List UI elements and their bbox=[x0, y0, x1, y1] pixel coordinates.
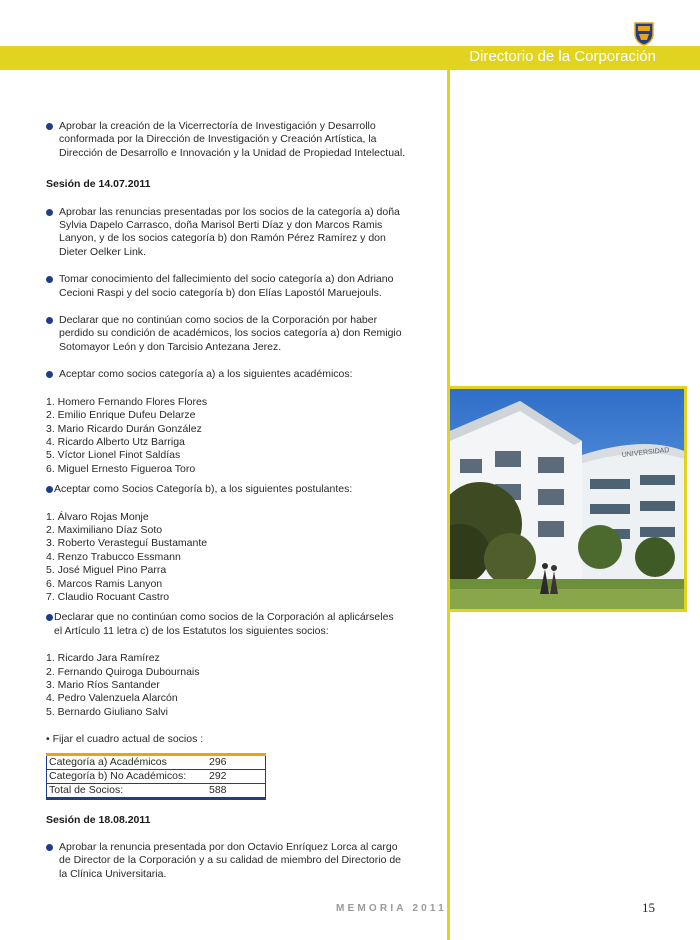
main-text bbox=[46, 120, 406, 881]
session-heading: Sesión de 14.07.2011 bbox=[46, 178, 151, 191]
bullet-dot-icon bbox=[46, 317, 53, 324]
table-cell-label: Categoría a) Académicos bbox=[47, 754, 208, 769]
bullet-item bbox=[46, 206, 406, 260]
bullet-text: Aceptar como socios categoría a) a los siguientes académicos: bbox=[59, 368, 353, 381]
list-item: 1. Álvaro Rojas Monje bbox=[46, 510, 149, 523]
table-cell-value: 588 bbox=[209, 783, 227, 796]
bullet-item bbox=[46, 483, 406, 496]
list-item: 3. Mario Ricardo Durán González bbox=[46, 422, 202, 435]
list-item: 5. Bernardo Giuliano Salvi bbox=[46, 705, 168, 718]
bullet-dot-icon bbox=[46, 371, 53, 378]
section-title: Directorio de la Corporación bbox=[469, 48, 656, 65]
page-number: 15 bbox=[642, 900, 655, 915]
bullet-dot-icon bbox=[46, 123, 53, 130]
bullet-item bbox=[46, 120, 406, 160]
table-row bbox=[47, 769, 266, 783]
list-item: 4. Ricardo Alberto Utz Barriga bbox=[46, 435, 185, 448]
list-item: 6. Marcos Ramis Lanyon bbox=[46, 577, 163, 590]
bullet-item bbox=[46, 611, 406, 638]
table-intro: • Fijar el cuadro actual de socios : bbox=[46, 733, 204, 746]
table-row bbox=[47, 754, 266, 769]
list-item: 6. Miguel Ernesto Figueroa Toro bbox=[46, 462, 196, 475]
session-heading: Sesión de 18.08.2011 bbox=[46, 813, 151, 826]
table-cell-value: 292 bbox=[207, 769, 266, 783]
list-item: 3. Mario Ríos Santander bbox=[46, 679, 160, 691]
bullet-text: Declarar que no continúan como socios de la Corporación por haber perdido su condición de académicos, los socios categoría a) don Remigio Sotomayor León y don Tarcisio Antezana Jerez. bbox=[59, 314, 402, 353]
list-item: 2. Fernando Quiroga Dubournais bbox=[46, 665, 200, 678]
university-crest-icon bbox=[634, 22, 654, 46]
table-cell-value: 296 bbox=[207, 754, 266, 769]
building-sign: UNIVERSIDAD bbox=[621, 447, 670, 459]
academics-list bbox=[46, 396, 406, 476]
list-item: 5. Víctor Lionel Finot Saldías bbox=[46, 449, 181, 462]
table-cell-label: Total de Socios: bbox=[49, 783, 124, 796]
bullet-dot-icon bbox=[46, 486, 53, 493]
bullet-text: Declarar que no continúan como socios de la Corporación al aplicárseles bbox=[54, 611, 394, 624]
list-item: 5. José Miguel Pino Parra bbox=[46, 564, 167, 577]
bullet-text: Aprobar la creación de la Vicerrectoría de Investigación y Desarrollo conformada por la Dirección de Investigación y Creación Artística, la Dirección de Desarrollo e Innovación y la Unidad de Propiedad Intelectual. bbox=[59, 120, 406, 159]
list-item: 1. Ricardo Jara Ramírez bbox=[46, 652, 160, 665]
list-item: 3. Roberto Verasteguí Bustamante bbox=[46, 537, 208, 550]
bullet-item bbox=[46, 314, 406, 354]
applicants-list bbox=[46, 511, 406, 605]
bullet-dot-icon bbox=[46, 276, 53, 283]
bullet-text: Aprobar la renuncia presentada por don Octavio Enríquez Lorca al cargo de Director de la Corporación y a su calidad de miembro del Directorio de la Clínica Universitaria. bbox=[59, 841, 401, 880]
list-item: 4. Pedro Valenzuela Alarcón bbox=[46, 692, 178, 705]
bullet-text: Aprobar las renuncias presentadas por los socios de la categoría a) doña Sylvia Dapelo Carrasco, doña Marisol Berti Díaz y don Marcos Ramis Lanyon, y de los socios categoría b) don Ramón Pérez Ramírez y don Dieter Oelker Link. bbox=[59, 205, 400, 258]
list-item: 2. Emilio Enrique Dufeu Delarze bbox=[46, 409, 196, 422]
list-item: 4. Renzo Trabucco Essmann bbox=[46, 550, 181, 563]
table-cell-label: Categoría b) No Académicos: bbox=[47, 769, 208, 783]
bullet-dot-icon bbox=[46, 614, 53, 621]
bullet-dot-icon bbox=[46, 209, 53, 216]
footer-memoria: MEMORIA 2011 bbox=[336, 903, 447, 914]
members-table bbox=[46, 753, 266, 800]
bullet-item bbox=[46, 273, 406, 300]
bullet-item bbox=[46, 841, 406, 881]
bullet-dot-icon bbox=[46, 844, 53, 851]
campus-photo bbox=[447, 386, 687, 612]
bullet-text: el Artículo 11 letra c) de los Estatutos los siguientes socios: bbox=[54, 624, 329, 637]
table-row bbox=[47, 783, 266, 798]
list-item: 2. Maximiliano Díaz Soto bbox=[46, 523, 163, 536]
list-item: 7. Claudio Rocuant Castro bbox=[46, 590, 170, 603]
bullet-text: Aceptar como Socios Categoría b), a los siguientes postulantes: bbox=[54, 483, 353, 496]
list-item: 1. Homero Fernando Flores Flores bbox=[46, 395, 208, 408]
article11-list bbox=[46, 652, 406, 719]
bullet-item bbox=[46, 368, 406, 381]
bullet-text: Tomar conocimiento del fallecimiento del socio categoría a) don Adriano Cecioni Raspi y del socio categoría b) don Elías Lapostól Maruejouls. bbox=[59, 273, 394, 299]
